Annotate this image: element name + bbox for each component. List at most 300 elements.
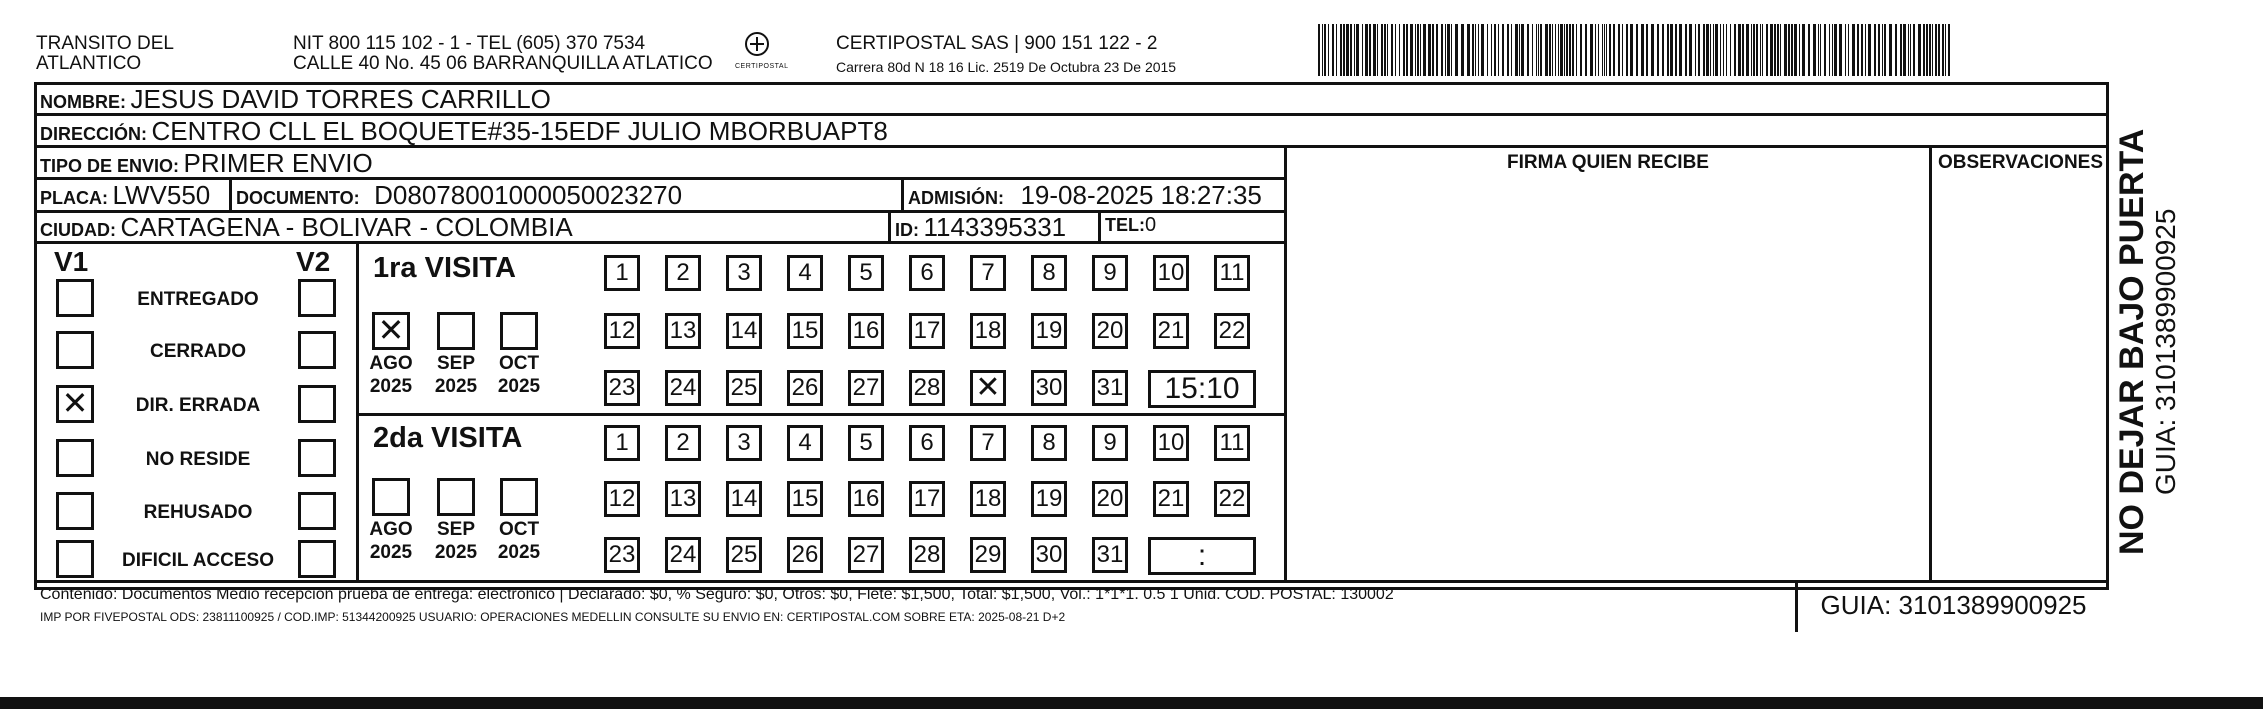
barcode-bar xyxy=(1788,24,1790,76)
time-box[interactable]: : xyxy=(1148,537,1256,575)
barcode-bar xyxy=(1667,24,1669,76)
day-box[interactable]: 13 xyxy=(665,313,701,349)
tipo-row xyxy=(40,148,373,179)
barcode-graphic xyxy=(1318,24,1954,76)
barcode-bar xyxy=(1606,24,1607,76)
divider xyxy=(1098,210,1101,241)
barcode-bar xyxy=(1760,24,1761,76)
nombre-value: JESUS DAVID TORRES CARRILLO xyxy=(130,84,551,114)
documento-cell xyxy=(236,180,682,211)
barcode-bar xyxy=(1384,24,1386,76)
barcode-bar xyxy=(1406,24,1408,76)
day-box[interactable]: 24 xyxy=(665,370,701,406)
day-box[interactable]: 5 xyxy=(848,255,884,291)
month-year: 2025 xyxy=(434,542,478,563)
barcode-bar xyxy=(1387,24,1388,76)
barcode-bar xyxy=(1929,24,1931,76)
barcode-bar xyxy=(1558,24,1559,76)
ciudad-value: CARTAGENA - BOLIVAR - COLOMBIA xyxy=(120,212,573,242)
barcode-bar xyxy=(1461,24,1464,76)
day-box[interactable]: 19 xyxy=(1031,313,1067,349)
day-box[interactable]: 14 xyxy=(726,313,762,349)
barcode-bar xyxy=(1455,24,1458,76)
barcode-bar xyxy=(1613,24,1615,76)
barcode-bar xyxy=(1715,24,1718,76)
barcode-bar xyxy=(1766,24,1768,76)
barcode-bar xyxy=(1432,24,1434,76)
barcode-bar xyxy=(1322,24,1323,76)
barcode-bar xyxy=(1602,24,1603,76)
barcode-bar xyxy=(1878,24,1880,76)
day-box[interactable]: 7 xyxy=(970,255,1006,291)
carrier-line: CERTIPOSTAL SAS | 900 151 122 - 2 xyxy=(836,33,1158,54)
barcode-bar xyxy=(1903,24,1906,76)
barcode-bar xyxy=(1447,24,1450,76)
barcode-bar xyxy=(1839,24,1842,76)
barcode-bar xyxy=(1478,24,1479,76)
barcode-bar xyxy=(1818,24,1819,76)
barcode-bar xyxy=(1770,24,1773,76)
barcode-bar xyxy=(1848,24,1849,76)
barcode-bar xyxy=(1391,24,1393,76)
barcode-bar xyxy=(1908,24,1909,76)
month-year: 2025 xyxy=(369,542,413,563)
signature-area[interactable] xyxy=(1290,180,1926,578)
day-box[interactable]: 31 xyxy=(1092,370,1128,406)
barcode-bar xyxy=(1609,24,1611,76)
id-label: ID: xyxy=(895,220,919,240)
barcode-bar xyxy=(1395,24,1396,76)
barcode-bar xyxy=(1865,24,1866,76)
barcode-bar xyxy=(1354,24,1355,76)
barcode-bar xyxy=(1538,24,1539,76)
placa-value: LWV550 xyxy=(112,180,211,210)
carrier-address: Carrera 80d N 18 16 Lic. 2519 De Octubra 23 De 2015 xyxy=(836,59,1177,75)
sender-name xyxy=(36,34,174,74)
barcode-bar xyxy=(1540,24,1542,76)
nombre-row xyxy=(40,84,551,115)
v1-checkbox[interactable] xyxy=(56,540,94,578)
day-box[interactable]: 10 xyxy=(1153,255,1189,291)
barcode-bar xyxy=(1481,24,1484,76)
divider xyxy=(888,210,891,241)
day-box[interactable]: 26 xyxy=(787,537,823,573)
month-checkbox[interactable] xyxy=(437,312,475,350)
barcode-bar xyxy=(1381,24,1383,76)
barcode-bar xyxy=(1852,24,1855,76)
barcode-bar xyxy=(1874,24,1876,76)
direccion-row xyxy=(40,116,888,147)
day-box[interactable]: 2 xyxy=(665,255,701,291)
barcode-bar xyxy=(1436,24,1438,76)
day-box[interactable]: 19 xyxy=(1031,481,1067,517)
day-box[interactable]: 30 xyxy=(1031,537,1067,573)
month-label: AGO xyxy=(369,353,413,374)
month-label: AGO xyxy=(369,519,413,540)
v1-checkbox[interactable] xyxy=(56,331,94,369)
divider xyxy=(1284,145,1287,580)
day-box[interactable]: 4 xyxy=(787,255,823,291)
barcode-bar xyxy=(1527,24,1529,76)
barcode-bar xyxy=(1923,24,1925,76)
barcode-bar xyxy=(1777,24,1779,76)
barcode-bar xyxy=(1695,24,1696,76)
barcode-bar xyxy=(1913,24,1915,76)
barcode-bar xyxy=(1861,24,1863,76)
day-box[interactable]: 17 xyxy=(909,313,945,349)
visita2-title: 2da VISITA xyxy=(373,422,523,454)
day-box[interactable]: 22 xyxy=(1214,313,1250,349)
direccion-label: DIRECCIÓN: xyxy=(40,124,147,144)
barcode-bar xyxy=(1332,24,1334,76)
barcode-bar xyxy=(1467,24,1470,76)
v1-checkbox[interactable] xyxy=(56,439,94,477)
barcode-bar xyxy=(1857,24,1859,76)
barcode-bar xyxy=(1706,24,1709,76)
carrier-info xyxy=(836,33,1176,75)
admision-label: ADMISIÓN: xyxy=(908,188,1004,208)
tipo-value: PRIMER ENVIO xyxy=(183,148,373,178)
barcode-bar xyxy=(1566,24,1568,76)
barcode-bar xyxy=(1324,24,1326,76)
day-box[interactable]: ✕ xyxy=(970,370,1006,406)
v1-checkbox[interactable] xyxy=(56,279,94,317)
barcode-bar xyxy=(1829,24,1830,76)
day-box[interactable]: 9 xyxy=(1092,425,1128,461)
barcode-bar xyxy=(1945,24,1946,76)
day-box[interactable]: 27 xyxy=(848,537,884,573)
footer-guia: GUIA: 3101389900925 xyxy=(1820,590,2087,620)
barcode-bar xyxy=(1784,24,1787,76)
ciudad-label: CIUDAD: xyxy=(40,220,116,240)
month-label: SEP xyxy=(436,353,476,374)
barcode-bar xyxy=(1350,24,1352,76)
month-checkbox[interactable] xyxy=(437,478,475,516)
status-label: REHUSADO xyxy=(143,502,253,523)
day-box[interactable]: 29 xyxy=(970,537,1006,573)
day-box[interactable]: 7 xyxy=(970,425,1006,461)
barcode-bar xyxy=(1746,24,1749,76)
barcode-bar xyxy=(1487,24,1488,76)
day-box[interactable]: 4 xyxy=(787,425,823,461)
barcode-bar xyxy=(1555,24,1556,76)
placa-cell xyxy=(40,180,210,211)
barcode-bar xyxy=(1935,24,1937,76)
sender-info-line-2: CALLE 40 No. 45 06 BARRANQUILLA ATLATICO xyxy=(293,53,713,74)
day-box[interactable]: 9 xyxy=(1092,255,1128,291)
firma-header: FIRMA QUIEN RECIBE xyxy=(1507,152,1709,173)
day-box[interactable]: 8 xyxy=(1031,425,1067,461)
month-year: 2025 xyxy=(369,376,413,397)
barcode-bar xyxy=(1428,24,1431,76)
barcode-bar xyxy=(1420,24,1421,76)
barcode-bar xyxy=(1868,24,1871,76)
barcode-bar xyxy=(1738,24,1741,76)
barcode-bar xyxy=(1834,24,1837,76)
barcode-bar xyxy=(1410,24,1413,76)
barcode-bar xyxy=(1340,24,1342,76)
day-box[interactable]: 28 xyxy=(909,370,945,406)
day-box[interactable]: 2 xyxy=(665,425,701,461)
barcode-bar xyxy=(1679,24,1682,76)
barcode-bar xyxy=(1521,24,1524,76)
tel-cell xyxy=(1105,214,1156,237)
barcode-bar xyxy=(1491,24,1492,76)
day-box[interactable]: 25 xyxy=(726,537,762,573)
barcode-bar xyxy=(1328,24,1329,76)
barcode-bar xyxy=(1415,24,1416,76)
barcode-bar xyxy=(1689,24,1692,76)
barcode-bar xyxy=(1845,24,1846,76)
day-box[interactable]: 24 xyxy=(665,537,701,573)
sender-line-2: ATLANTICO xyxy=(36,53,142,74)
side-guia: GUIA: 3101389900925 xyxy=(2150,208,2181,495)
day-box[interactable]: 23 xyxy=(604,370,640,406)
divider xyxy=(1929,145,1932,580)
barcode-bar xyxy=(1472,24,1474,76)
observations-area[interactable] xyxy=(1935,180,2105,578)
barcode-bar xyxy=(1730,24,1731,76)
visita1-title: 1ra VISITA xyxy=(373,252,516,284)
v2-checkbox[interactable] xyxy=(298,540,336,578)
barcode-bar xyxy=(1756,24,1758,76)
day-box[interactable]: 1 xyxy=(604,425,640,461)
day-box[interactable]: 11 xyxy=(1214,425,1250,461)
barcode-bar xyxy=(1618,24,1620,76)
barcode-bar xyxy=(1346,24,1349,76)
barcode-bar xyxy=(1726,24,1727,76)
barcode-bar xyxy=(1356,24,1359,76)
barcode-bar xyxy=(1882,24,1883,76)
day-box[interactable]: 28 xyxy=(909,537,945,573)
barcode-bar xyxy=(1590,24,1593,76)
divider xyxy=(229,177,232,210)
barcode-bar xyxy=(1451,24,1452,76)
barcode-bar xyxy=(1560,24,1563,76)
side-warning: NO DEJAR BAJO PUERTA xyxy=(2113,128,2151,555)
barcode-bar xyxy=(1475,24,1476,76)
month-checkbox[interactable] xyxy=(500,312,538,350)
barcode-bar xyxy=(1498,24,1499,76)
day-box[interactable]: 15 xyxy=(787,481,823,517)
id-value: 1143395331 xyxy=(923,212,1067,242)
day-box[interactable]: 27 xyxy=(848,370,884,406)
direccion-value: CENTRO CLL EL BOQUETE#35-15EDF JULIO MBORBUAPT8 xyxy=(151,116,888,146)
barcode-bar xyxy=(1774,24,1776,76)
day-box[interactable]: 18 xyxy=(970,313,1006,349)
month-year: 2025 xyxy=(497,376,541,397)
month-year: 2025 xyxy=(497,542,541,563)
day-box[interactable]: 1 xyxy=(604,255,640,291)
day-box[interactable]: 15 xyxy=(787,313,823,349)
barcode-bar xyxy=(1630,24,1633,76)
day-box[interactable]: 14 xyxy=(726,481,762,517)
barcode-bar xyxy=(1377,24,1378,76)
logo-icon xyxy=(741,30,773,58)
v1-checkbox[interactable] xyxy=(56,492,94,530)
v2-header: V2 xyxy=(296,246,331,277)
month-label: OCT xyxy=(498,353,540,374)
barcode-bar xyxy=(1720,24,1721,76)
day-box[interactable]: 31 xyxy=(1092,537,1128,573)
v2-checkbox[interactable] xyxy=(298,492,336,530)
v2-checkbox[interactable] xyxy=(298,279,336,317)
day-box[interactable]: 16 xyxy=(848,313,884,349)
day-box[interactable]: 12 xyxy=(604,313,640,349)
barcode-bar xyxy=(1336,24,1337,76)
documento-label: DOCUMENTO: xyxy=(236,188,360,208)
month-label: OCT xyxy=(498,519,540,540)
barcode-bar xyxy=(1373,24,1376,76)
barcode-bar xyxy=(1813,24,1816,76)
day-box[interactable]: 21 xyxy=(1153,481,1189,517)
barcode-bar xyxy=(1670,24,1673,76)
barcode-bar xyxy=(1580,24,1582,76)
barcode-bar xyxy=(1564,24,1565,76)
barcode-bar xyxy=(1626,24,1628,76)
day-box[interactable]: 21 xyxy=(1153,313,1189,349)
day-box[interactable]: 20 xyxy=(1092,481,1128,517)
barcode-bar xyxy=(1595,24,1596,76)
barcode-bar xyxy=(1884,24,1886,76)
barcode-bar xyxy=(1780,24,1781,76)
barcode-bar xyxy=(1423,24,1426,76)
v1-checkbox[interactable]: ✕ xyxy=(56,385,94,423)
day-box[interactable]: 22 xyxy=(1214,481,1250,517)
barcode-bar xyxy=(1552,24,1553,76)
day-box[interactable]: 3 xyxy=(726,425,762,461)
tel-label: TEL: xyxy=(1105,215,1145,235)
barcode-bar xyxy=(1549,24,1551,76)
ciudad-cell xyxy=(40,212,573,243)
barcode-bar xyxy=(1417,24,1419,76)
barcode-bar xyxy=(1762,24,1763,76)
barcode-bar xyxy=(1895,24,1897,76)
barcode-bar xyxy=(1511,24,1512,76)
barcode-bar xyxy=(1651,24,1654,76)
barcode-bar xyxy=(1318,24,1320,76)
barcode-bar xyxy=(1942,24,1944,76)
barcode-bar xyxy=(1636,24,1638,76)
barcode-bar xyxy=(1918,24,1921,76)
month-checkbox[interactable] xyxy=(500,478,538,516)
documento-value: D08078001000050023270 xyxy=(374,180,683,210)
day-box[interactable]: 10 xyxy=(1153,425,1189,461)
barcode-bar xyxy=(1753,24,1755,76)
day-box[interactable]: 26 xyxy=(787,370,823,406)
day-box[interactable]: 12 xyxy=(604,481,640,517)
v2-checkbox[interactable] xyxy=(298,331,336,369)
barcode-bar xyxy=(1713,24,1714,76)
tel-value: 0 xyxy=(1145,214,1157,236)
day-box[interactable]: 17 xyxy=(909,481,945,517)
barcode xyxy=(1318,24,1954,76)
barcode-bar xyxy=(1343,24,1345,76)
day-box[interactable]: 11 xyxy=(1214,255,1250,291)
barcode-bar xyxy=(1572,24,1574,76)
barcode-bar xyxy=(1532,24,1533,76)
month-checkbox[interactable] xyxy=(372,478,410,516)
status-label: ENTREGADO xyxy=(137,289,259,310)
barcode-bar xyxy=(1365,24,1368,76)
barcode-bar xyxy=(1494,24,1496,76)
barcode-bar xyxy=(1698,24,1700,76)
admision-cell xyxy=(908,180,1262,211)
barcode-bar xyxy=(1569,24,1571,76)
barcode-bar xyxy=(1441,24,1443,76)
v2-checkbox[interactable] xyxy=(298,385,336,423)
barcode-bar xyxy=(1751,24,1752,76)
status-label: DIFICIL ACCESO xyxy=(121,550,274,571)
day-box[interactable]: 13 xyxy=(665,481,701,517)
barcode-bar xyxy=(1889,24,1892,76)
barcode-bar xyxy=(1802,24,1805,76)
day-box[interactable]: 18 xyxy=(970,481,1006,517)
day-box[interactable]: 8 xyxy=(1031,255,1067,291)
day-box[interactable]: 20 xyxy=(1092,313,1128,349)
v2-checkbox[interactable] xyxy=(298,439,336,477)
barcode-bar xyxy=(1598,24,1599,76)
page-edge xyxy=(0,697,2263,709)
day-box[interactable]: 3 xyxy=(726,255,762,291)
certipostal-logo xyxy=(735,30,789,70)
barcode-bar xyxy=(1932,24,1933,76)
time-box[interactable]: 15:10 xyxy=(1148,370,1256,408)
day-box[interactable]: 16 xyxy=(848,481,884,517)
barcode-bar xyxy=(1502,24,1504,76)
barcode-bar xyxy=(1536,24,1537,76)
barcode-bar xyxy=(1926,24,1928,76)
barcode-bar xyxy=(1403,24,1405,76)
barcode-bar xyxy=(1657,24,1659,76)
logo-text: CERTIPOSTAL xyxy=(735,63,789,70)
barcode-bar xyxy=(1545,24,1548,76)
month-year: 2025 xyxy=(434,376,478,397)
barcode-bar xyxy=(1900,24,1902,76)
status-label: CERRADO xyxy=(149,341,247,362)
id-cell xyxy=(895,212,1066,243)
divider xyxy=(356,241,359,580)
day-box[interactable]: 30 xyxy=(1031,370,1067,406)
divider xyxy=(356,413,1284,416)
barcode-bar xyxy=(1519,24,1520,76)
day-box[interactable]: 23 xyxy=(604,537,640,573)
barcode-bar xyxy=(1832,24,1833,76)
day-box[interactable]: 6 xyxy=(909,255,945,291)
barcode-bar xyxy=(1685,24,1687,76)
nombre-label: NOMBRE: xyxy=(40,92,126,112)
barcode-bar xyxy=(1703,24,1705,76)
barcode-bar xyxy=(1948,24,1950,76)
tipo-label: TIPO DE ENVIO: xyxy=(40,156,180,176)
day-box[interactable]: 6 xyxy=(909,425,945,461)
footer-imp: IMP POR FIVEPOSTAL ODS: 23811100925 / COD.IMP: 51344200925 USUARIO: OPERACIONES MEDELLIN CONSULTE SU ENVIO EN: CERTIPOSTAL.COM SOBRE ETA: 2025-08-21 D+2 xyxy=(40,610,1066,624)
sender-info xyxy=(293,34,713,74)
barcode-bar xyxy=(1662,24,1664,76)
barcode-bar xyxy=(1723,24,1724,76)
day-box[interactable]: 25 xyxy=(726,370,762,406)
barcode-bar xyxy=(1604,24,1605,76)
day-box[interactable]: 5 xyxy=(848,425,884,461)
month-checkbox[interactable]: ✕ xyxy=(372,312,410,350)
barcode-bar xyxy=(1824,24,1826,76)
barcode-bar xyxy=(1646,24,1648,76)
barcode-bar xyxy=(1794,24,1797,76)
barcode-bar xyxy=(1820,24,1821,76)
barcode-bar xyxy=(1585,24,1587,76)
barcode-bar xyxy=(1710,24,1711,76)
status-label: NO RESIDE xyxy=(145,449,251,470)
